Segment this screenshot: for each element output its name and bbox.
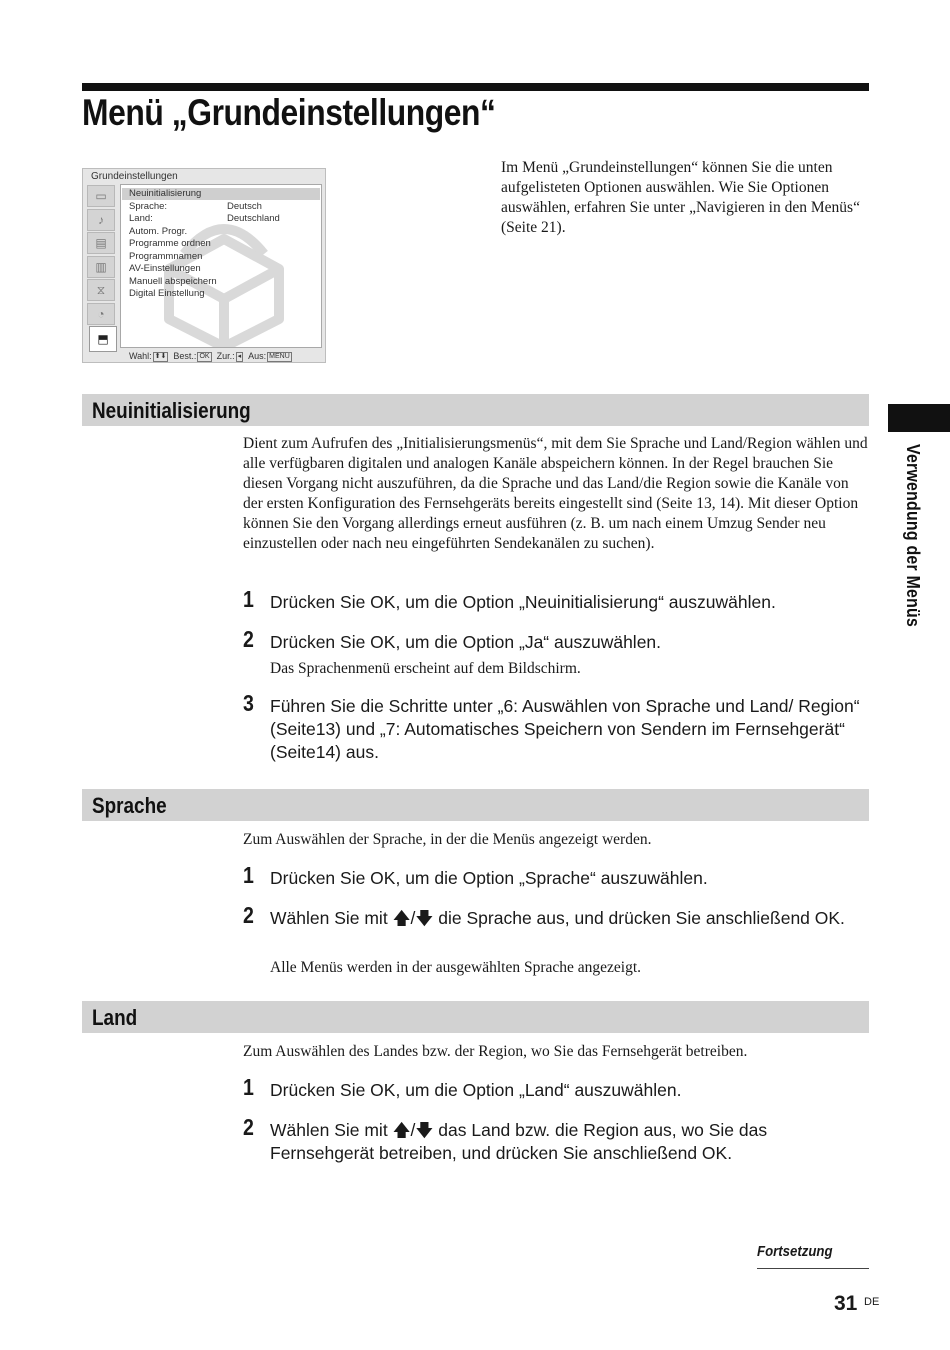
continued-rule [757,1268,869,1269]
step-note: Das Sprachenmenü erscheint auf dem Bildschirm. [270,660,581,677]
menu-item: Programme ordnen [129,238,211,249]
features-icon: ▤ [87,232,115,254]
menu-item: Neuinitialisierung [122,188,320,200]
section-heading-land: Land [82,1001,869,1033]
menu-item: Manuell abspeichern [129,275,217,287]
menu-item: Sprache: Deutsch [129,200,262,212]
side-label: Verwendung der Menüs [903,444,923,628]
arrow-up-down-icon: 🡅/🡇 [392,1120,434,1140]
arrow-up-down-icon: 🡅/🡇 [392,908,434,928]
top-rule [82,83,869,91]
continued-label: Fortsetzung [757,1243,833,1260]
step-note: Alle Menüs werden in der ausgewählten Sprache angezeigt. [270,959,642,976]
section-heading-neuinitialisierung: Neuinitialisierung [82,394,869,426]
pc-icon: ◔ [87,303,115,325]
section-body: Dient zum Aufrufen des „Initialisierungsmenüs“, mit dem Sie Sprache und Land/Region wählen und alle verfügbaren digitalen und analogen Kanäle abspeichern können. In der Regel brauchen Sie diesen Vorgang nicht auszuführen, da die Sprache und das Land/die Region sowie die Kanäle von der ersten Konfiguration des Fernsehgeräts bereits eingestellt sind (Seite 13, 14). Mit dieser Option können Sie den Vorgang allerdings erneut ausführen (z. B. um nach einem Umzug Sender neu einzustellen oder nach neu eingeführten Sendekanälen zu suchen). [243,435,868,552]
page-language: DE [864,1296,880,1308]
menu-item: Programmnamen [129,250,203,262]
page-title: Menü „Grundeinstellungen“ [82,92,496,133]
menu-item: Autom. Progr. [129,225,188,237]
channel-icon: ▥ [87,256,115,278]
menu-panel [120,184,322,348]
menu-item: Land: Deutschland [129,213,280,224]
menu-icon-column [87,185,117,351]
menu-screenshot-title: Grundeinstellungen [91,171,178,182]
timer-icon: ⧖ [87,279,115,301]
section-heading-sprache: Sprache [82,789,869,821]
menu-item: Digital Einstellung [129,288,205,299]
picture-icon: ▭ [87,185,115,207]
intro-text: Im Menü „Grundeinstellungen“ können Sie die unten aufgelisteten Optionen auswählen. Wie Sie Optionen auswählen, erfahren Sie unter „Navigieren in den Menüs“ (Seite 21). [501,159,860,236]
section-body: Zum Auswählen der Sprache, in der die Menüs angezeigt werden. [243,831,652,848]
up-down-key-icon: ⬆⬇ [154,352,167,360]
setup-chest-icon: ⬒ [89,326,117,352]
menu-footer: Wahl: ⬆⬇ Best.: OK Zur.: ◂ Aus: MENU [129,351,290,361]
back-key-icon: ◂ [237,352,242,360]
sound-icon: ♪ [87,209,115,231]
side-tab-marker [888,404,950,432]
menu-screenshot [82,168,326,363]
menu-item: AV-Einstellungen [129,263,201,274]
page-number: 31 [834,1292,858,1315]
section-body: Zum Auswählen des Landes bzw. der Region, wo Sie das Fernsehgerät betreiben. [243,1043,748,1060]
